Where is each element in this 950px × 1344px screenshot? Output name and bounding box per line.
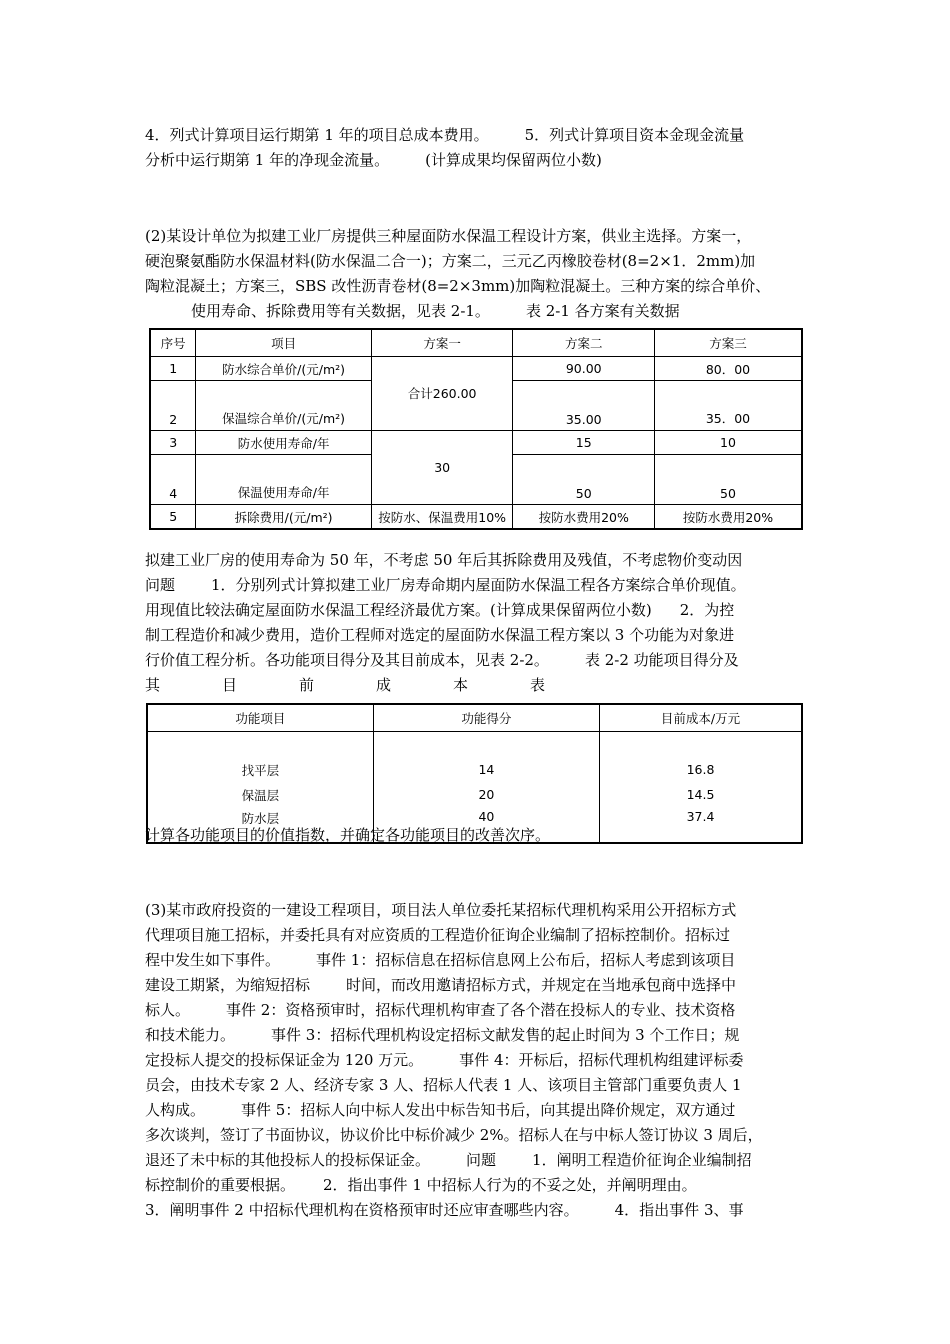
- cell-scheme1: 按防水、保温费用10%: [371, 505, 513, 530]
- header-function: 功能项目: [147, 704, 373, 732]
- q1-item-5: 5．列式计算项目资本金现金流量: [524, 126, 745, 144]
- cell-no: 5: [150, 505, 196, 530]
- q1-item-5-cont: 分析中运行期第 1 年的净现金流量。: [145, 151, 390, 169]
- table-row: [150, 505, 802, 530]
- scheme-data-table: [149, 328, 803, 530]
- table-row: [150, 357, 802, 381]
- q3-event-3: 事件 3：招标代理机构设定招标文献发售的起止时间为 3 个工作日；规: [271, 1026, 740, 1044]
- cell-scheme1-price-merged: 合计260.00: [371, 357, 513, 431]
- q2-question-label: 问题: [145, 576, 176, 594]
- cell-cost: 14.5: [600, 782, 802, 807]
- q2-task-text: 计算各功能项目的价值指数，并确定各功能项目的改善次序。: [145, 826, 551, 844]
- cell-scheme3: 按防水费用20%: [654, 505, 802, 530]
- cell-score: 14: [373, 757, 599, 782]
- cell-item: 保温综合单价/(元/m²): [196, 381, 372, 431]
- q3-text-line: 退还了未中标的其他投标人的投标保证金。: [145, 1151, 431, 1169]
- cell-function: 找平层: [147, 757, 373, 782]
- cell-scheme2: 50: [513, 455, 655, 505]
- cell-no: 3: [150, 431, 196, 455]
- header-score: 功能得分: [373, 704, 599, 732]
- q3-event-2: 事件 2：资格预审时，招标代理机构审查了各个潜在投标人的专业、技术资格: [226, 1001, 736, 1019]
- q2-questions-paragraph: [145, 548, 817, 698]
- header-scheme-1: 方案一: [371, 329, 513, 357]
- cell-no: 2: [150, 381, 196, 431]
- header-no: 序号: [150, 329, 196, 357]
- q3-question-1-cont: 标控制价的重要根据。: [145, 1176, 296, 1194]
- table-header-row: [147, 704, 802, 732]
- table-row: [150, 431, 802, 455]
- q2-question-1-cont: 用现值比较法确定屋面防水保温工程经济最优方案。(计算成果保留两位小数): [145, 601, 652, 619]
- q3-text-line: 定投标人提交的投标保证金为 120 万元。: [145, 1051, 424, 1069]
- q3-text-line: 标人。: [145, 1001, 191, 1019]
- q2-question-2: 2．为控: [679, 601, 735, 619]
- cell-score: 40: [373, 807, 599, 843]
- cell-scheme3: 80．00: [654, 357, 802, 381]
- header-item: 项目: [196, 329, 372, 357]
- q2-intro-line: 陶粒混凝土；方案三，SBS 改性沥青卷材(8=2×3mm)加陶粒混凝土。三种方案的综合单价、: [145, 277, 771, 295]
- cell-scheme3: 35．00: [654, 381, 802, 431]
- q2-task-paragraph: [145, 823, 817, 848]
- cell-item: 防水使用寿命/年: [196, 431, 372, 455]
- q3-event-5: 事件 5：招标人向中标人发出中标告知书后，向其提出降价规定，双方通过: [241, 1101, 736, 1119]
- q1-item-4: 4．列式计算项目运行期第 1 年的项目总成本费用。: [145, 126, 489, 144]
- cell-item: 保温使用寿命/年: [196, 455, 372, 505]
- q3-text-line: 建设工期紧，为缩短招标: [145, 976, 311, 994]
- q2-text-line: 拟建工业厂房的使用寿命为 50 年，不考虑 50 年后其拆除费用及残值，不考虑物价变动因: [145, 551, 743, 569]
- q1-tail-paragraph: [145, 123, 817, 173]
- q3-text-line: 时间，而改用邀请招标方式，并规定在当地承包商中选择中: [346, 976, 737, 994]
- table-row: [147, 782, 802, 807]
- cell-scheme3: 10: [654, 431, 802, 455]
- table1-caption: 表 2-1 各方案有关数据: [525, 302, 680, 320]
- cell-score: 20: [373, 782, 599, 807]
- q2-question-1: 1．分别列式计算拟建工业厂房寿命期内屋面防水保温工程各方案综合单价现值。: [211, 576, 746, 594]
- q3-event-1: 事件 1：招标信息在招标信息网上公布后，招标人考虑到该项目: [316, 951, 736, 969]
- q3-text-line: (3)某市政府投资的一建设工程项目，项目法人单位委托某招标代理机构采用公开招标方式: [145, 901, 737, 919]
- table2-caption: 表 2-2 功能项目得分及: [584, 651, 739, 669]
- q2-intro-paragraph: [145, 224, 817, 324]
- q3-text-line: 代理项目施工招标，并委托具有对应资质的工程造价征询企业编制了招标控制价。招标过: [145, 926, 731, 944]
- q3-text-line: 多次谈判，签订了书面协议，协议价比中标价减少 2%。招标人在与中标人签订协议 3 周后，: [145, 1126, 763, 1144]
- cell-function: 防水层: [147, 807, 373, 843]
- q1-rounding-note: (计算成果均保留两位小数): [425, 151, 602, 169]
- table-row: [147, 757, 802, 782]
- cell-scheme2: 15: [513, 431, 655, 455]
- cell-scheme3: 50: [654, 455, 802, 505]
- q2-intro-line: 硬泡聚氨酯防水保温材料(防水保温二合一)；方案二，三元乙丙橡胶卷材(8=2×1．2mm)加: [145, 252, 756, 270]
- q2-text-line: 行价值工程分析。各功能项目得分及其目前成本，见表 2-2。: [145, 651, 549, 669]
- q3-question-2: 2．指出事件 1 中招标人行为的不妥之处，并阐明理由。: [323, 1176, 697, 1194]
- header-cost: 目前成本/万元: [600, 704, 802, 732]
- cell-scheme2: 90.00: [513, 357, 655, 381]
- header-scheme-3: 方案三: [654, 329, 802, 357]
- header-scheme-2: 方案二: [513, 329, 655, 357]
- q2-intro-line: 使用寿命、拆除费用等有关数据，见表 2-1。: [191, 302, 490, 320]
- table2-caption-cont: 其目前成本表: [145, 676, 608, 694]
- table-header-row: [150, 329, 802, 357]
- q2-text-line: 制工程造价和减少费用，造价工程师对选定的屋面防水保温工程方案以 3 个功能为对象进: [145, 626, 735, 644]
- q3-event-4: 事件 4：开标后，招标代理机构组建评标委: [459, 1051, 744, 1069]
- q3-question-4: 4．指出事件 3、事: [614, 1201, 744, 1219]
- cell-scheme1-life-merged: 30: [371, 431, 513, 505]
- cell-cost: 37.4: [600, 807, 802, 843]
- cell-scheme2: 35.00: [513, 381, 655, 431]
- q3-text-line: 员会，由技术专家 2 人、经济专家 3 人、招标人代表 1 人、该项目主管部门重要负责人 1: [145, 1076, 742, 1094]
- cell-no: 4: [150, 455, 196, 505]
- table-row: [147, 732, 802, 758]
- q3-question-3: 3．阐明事件 2 中招标代理机构在资格预审时还应审查哪些内容。: [145, 1201, 579, 1219]
- cell-item: 防水综合单价/(元/m²): [196, 357, 372, 381]
- q3-question-label: 问题: [466, 1151, 497, 1169]
- q3-question-1: 1．阐明工程造价征询企业编制招: [532, 1151, 752, 1169]
- cell-scheme2: 按防水费用20%: [513, 505, 655, 530]
- q3-text-line: 和技术能力。: [145, 1026, 236, 1044]
- q2-intro-line: (2)某设计单位为拟建工业厂房提供三种屋面防水保温工程设计方案，供业主选择。方案一，: [145, 227, 752, 245]
- cell-no: 1: [150, 357, 196, 381]
- cell-item: 拆除费用/(元/m²): [196, 505, 372, 530]
- cell-function: 保温层: [147, 782, 373, 807]
- q3-text-line: 程中发生如下事件。: [145, 951, 281, 969]
- q3-text-line: 人构成。: [145, 1101, 206, 1119]
- q3-paragraph: [145, 898, 817, 1223]
- cell-cost: 16.8: [600, 757, 802, 782]
